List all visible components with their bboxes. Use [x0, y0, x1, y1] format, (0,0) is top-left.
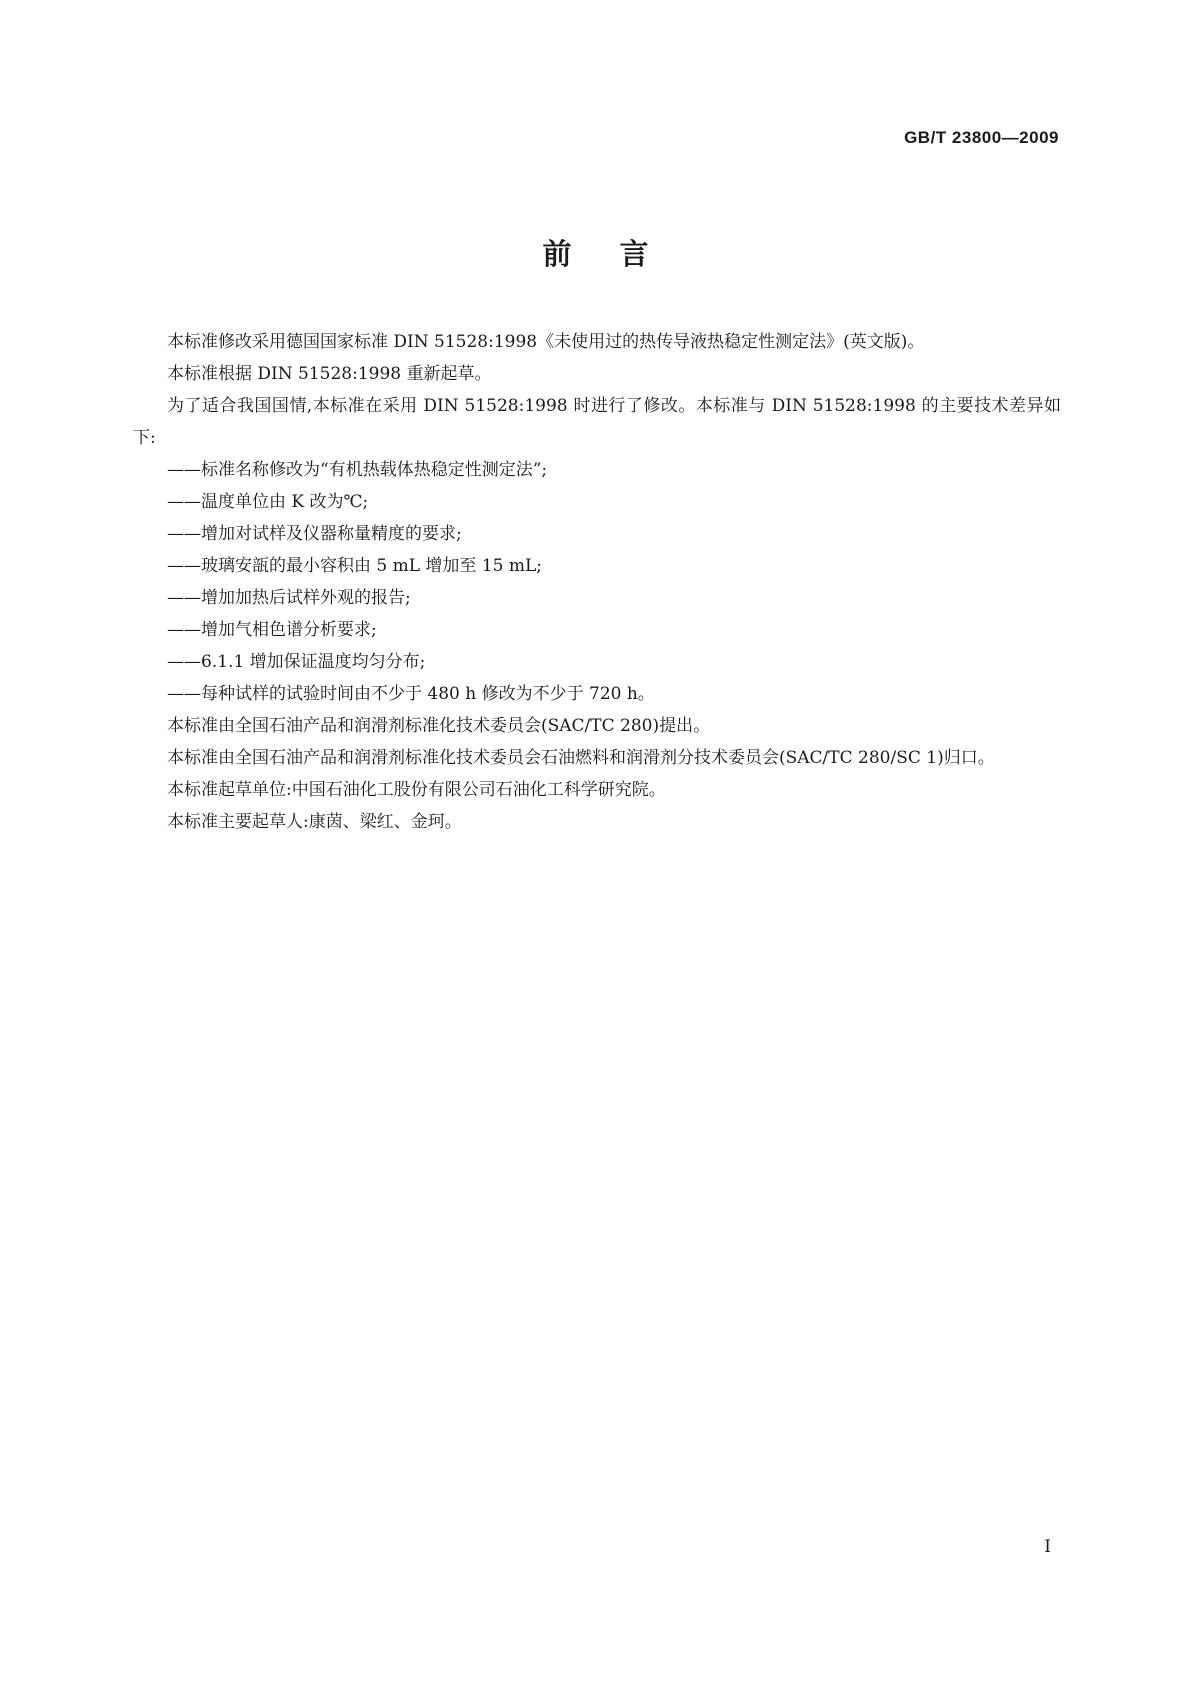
difference-item-7: ——6.1.1 增加保证温度均匀分布; — [167, 652, 426, 672]
foreword-body — [133, 326, 1061, 838]
standard-code-header: GB/T 23800—2009 — [904, 128, 1059, 147]
difference-item-6: ——增加气相色谱分析要求; — [167, 620, 377, 640]
paragraph-drafting-unit: 本标准起草单位:中国石油化工股份有限公司石油化工科学研究院。 — [167, 780, 666, 800]
page-number: I — [1044, 1537, 1051, 1557]
paragraph-proposer: 本标准由全国石油产品和润滑剂标准化技术委员会(SAC/TC 280)提出。 — [167, 716, 711, 736]
difference-item-4: ——玻璃安瓿的最小容积由 5 mL 增加至 15 mL; — [167, 556, 543, 576]
page-title: 前言 — [542, 237, 697, 271]
difference-item-8: ——每种试样的试验时间由不少于 480 h 修改为不少于 720 h。 — [167, 684, 655, 704]
difference-item-1: ——标准名称修改为“有机热载体热稳定性测定法”; — [167, 460, 548, 480]
difference-item-3: ——增加对试样及仪器称量精度的要求; — [167, 524, 462, 544]
paragraph-jurisdiction: 本标准由全国石油产品和润滑剂标准化技术委员会石油燃料和润滑剂分技术委员会(SAC/TC 280/SC 1)归口。 — [167, 748, 995, 768]
paragraph-redraft: 本标准根据 DIN 51528:1998 重新起草。 — [167, 364, 492, 384]
paragraph-modification: 为了适合我国国情,本标准在采用 DIN 51528:1998 时进行了修改。本标准与 DIN 51528:1998 的主要技术差异如下: — [133, 396, 1061, 448]
difference-item-5: ——增加加热后试样外观的报告; — [167, 588, 411, 608]
difference-item-2: ——温度单位由 K 改为℃; — [167, 492, 369, 512]
paragraph-adoption: 本标准修改采用德国国家标准 DIN 51528:1998《未使用过的热传导液热稳定性测定法》(英文版)。 — [167, 332, 925, 352]
paragraph-drafters: 本标准主要起草人:康茵、梁红、金珂。 — [167, 812, 462, 832]
